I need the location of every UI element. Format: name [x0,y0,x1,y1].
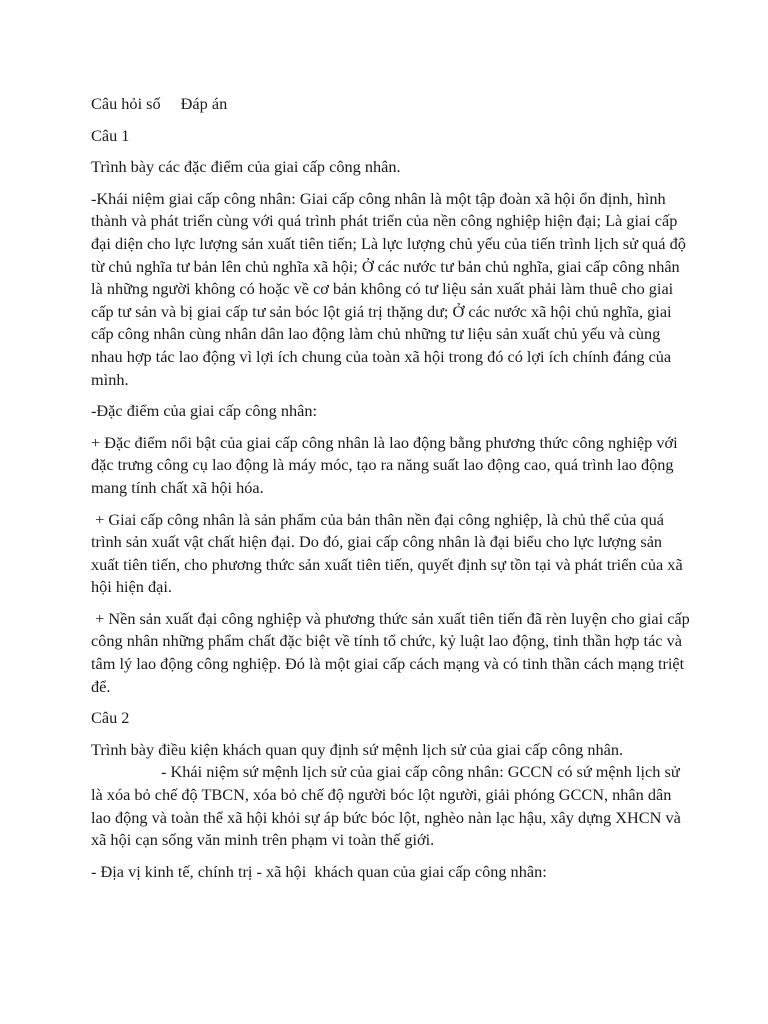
answer-2-paragraph-position: - Địa vị kinh tế, chính trị - xã hội khách quan của giai cấp công nhân: [91,861,547,881]
question-1-label: Câu 1 [91,125,130,145]
answer-1-paragraph-point-2: + Giai cấp công nhân là sản phẩm của bản thân nền đại công nghiệp, là chủ thể của quá trình sản xuất vật chất hiện đại. Do đó, giai cấp công nhân là đại biểu cho lực lượng sản xuất tiên tiến, cho phương thức sản xuất tiên tiến, quyết định sự tồn tại và phát triển của xã hội hiện đại. [91,509,687,597]
header-question-number: Câu hỏi số [91,94,161,113]
question-2-text: Trình bày điều kiện khách quan quy định sứ mệnh lịch sử của giai cấp công nhân. [91,739,624,759]
document-body [91,93,694,892]
answer-1-paragraph-definition: -Khái niệm giai cấp công nhân: Giai cấp công nhân là một tập đoàn xã hội ổn định, hình thành và phát triển cùng với quá trình phát triển của nền công nghiệp hiện đại; Là giai cấp đại diện cho lực lượng sản xuất tiên tiến; Là lực lượng chủ yếu của tiến trình lịch sử quá độ từ chủ nghĩa tư bản lên chủ nghĩa xã hội; Ở các nước tư bản chủ nghĩa, giai cấp công nhân là những người không có hoặc về cơ bản không có tư liệu sản xuất phải làm thuê cho giai cấp tư sản và bị giai cấp tư sản bóc lột giá trị thặng dư; Ở các nước xã hội chủ nghĩa, giai cấp công nhân cùng nhân dân lao động làm chủ những tư liệu sản xuất chủ yếu và cùng nhau hợp tác lao động vì lợi ích chung của toàn xã hội trong đó có lợi ích chính đáng của mình. [91,188,686,389]
answer-2-definition-text: - Khái niệm sứ mệnh lịch sử của giai cấp công nhân: GCCN có sứ mệnh lịch sử là xóa bỏ chế độ TBCN, xóa bỏ chế độ người bóc lột người, giải phóng GCCN, nhân dân lao động và toàn thể xã hội khỏi sự áp bức bóc lột, nghèo nàn lạc hậu, xây dựng XHCN và xã hội cạn sống văn minh trên phạm vi toàn thế giới. [91,762,681,850]
question-1-text: Trình bày các đặc điểm của giai cấp công nhân. [91,157,401,177]
header-answer: Đáp án [180,94,228,113]
answer-1-paragraph-characteristics-heading: -Đặc điểm của giai cấp công nhân: [91,401,318,421]
answer-1-paragraph-point-3: + Nền sản xuất đại công nghiệp và phương thức sản xuất tiên tiến đã rèn luyện cho giai cấp công nhân những phẩm chất đặc biệt về tính tổ chức, kỷ luật lao động, tinh thần hợp tác và tâm lý lao động công nghiệp. Đó là một giai cấp cách mạng và có tinh thần cách mạng triệt để. [91,608,694,696]
answer-2-paragraph-definition [91,761,691,851]
table-header [91,93,691,116]
answer-1-paragraph-point-1: + Đặc điểm nổi bật của giai cấp công nhân là lao động bằng phương thức công nghiệp với đặc trưng công cụ lao động là máy móc, tạo ra năng suất lao động cao, quá trình lao động mang tính chất xã hội hóa. [91,432,678,497]
question-2-label: Câu 2 [91,708,130,728]
